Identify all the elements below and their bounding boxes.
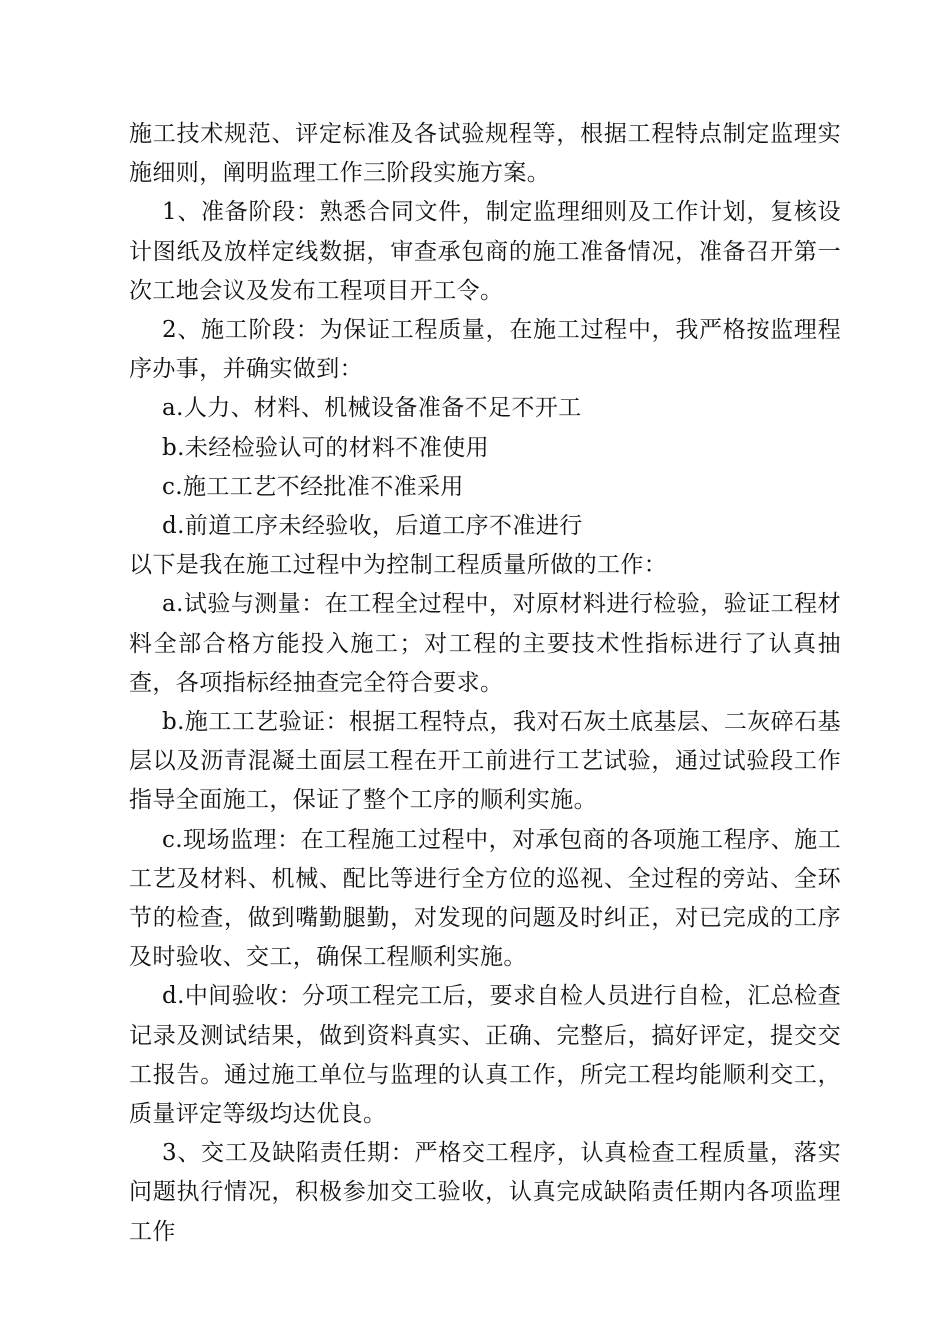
paragraph-construction-stage: 2、施工阶段：为保证工程质量，在施工过程中，我严格按监理程序办事，并确实做到： <box>129 317 841 383</box>
list-item-rule-a: a.人力、材料、机械设备准备不足不开工 <box>162 395 582 422</box>
list-item-rule-b: b.未经检验认可的材料不准使用 <box>162 434 490 461</box>
paragraph-intro-continuation: 施工技术规范、评定标准及各试验规程等，根据工程特点制定监理实施细则，阐明监理工作三阶段实施方案。 <box>129 121 841 187</box>
paragraph-intermediate-acceptance: d.中间验收：分项工程完工后，要求自检人员进行自检，汇总检查记录及测试结果，做到资料真实、正确、完整后，搞好评定，提交交工报告。通过施工单位与监理的认真工作，所完工程均能顺利交工，质量评定等级均达优良。 <box>129 983 841 1128</box>
list-item-rule-d: d.前道工序未经验收，后道工序不准进行 <box>162 513 583 540</box>
paragraph-handover-defect-period: 3、交工及缺陷责任期：严格交工程序，认真检查工程质量，落实问题执行情况，积极参加交工验收，认真完成缺陷责任期内各项监理工作 <box>129 1140 841 1245</box>
paragraph-testing-measurement: a.试验与测量：在工程全过程中，对原材料进行检验，验证工程材料全部合格方能投入施工；对工程的主要技术性指标进行了认真抽查，各项指标经抽查完全符合要求。 <box>129 591 841 696</box>
paragraph-process-verification: b.施工工艺验证：根据工程特点，我对石灰土底基层、二灰碎石基层以及沥青混凝土面层工程在开工前进行工艺试验，通过试验段工作指导全面施工，保证了整个工序的顺利实施。 <box>129 709 841 814</box>
paragraph-preparation-stage: 1、准备阶段：熟悉合同文件，制定监理细则及工作计划，复核设计图纸及放样定线数据，审查承包商的施工准备情况，准备召开第一次工地会议及发布工程项目开工令。 <box>129 199 841 304</box>
document-body <box>129 115 841 1252</box>
paragraph-site-supervision: c.现场监理：在工程施工过程中，对承包商的各项施工程序、施工工艺及材料、机械、配比等进行全方位的巡视、全过程的旁站、全环节的检查，做到嘴勤腿勤，对发现的问题及时纠正，对已完成的工序及时验收、交工，确保工程顺利实施。 <box>129 826 841 971</box>
paragraph-work-summary-heading: 以下是我在施工过程中为控制工程质量所做的工作： <box>129 552 668 579</box>
list-item-rule-c: c.施工工艺不经批准不准采用 <box>162 473 464 500</box>
